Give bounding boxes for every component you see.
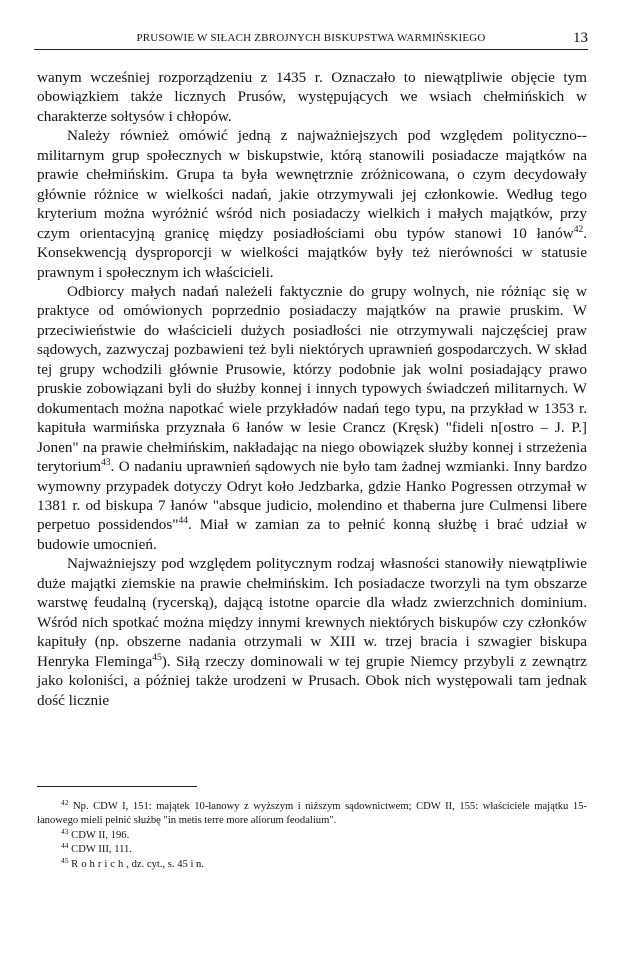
text-span: . O nadaniu uprawnień sądowych nie było tam żadnej wzmianki. Inny bardzo wymowny przypadek dotyczy Odryt koło Jedzbarka, gdzie Hanko Pogressen otrzymał w 1381 r. od biskupa 7 łanów "absque judicio, molendino et thaberna jure Culmensi libere perpetuo possidendos" bbox=[37, 458, 587, 534]
footnote-ref: 45 bbox=[152, 652, 162, 663]
footnote bbox=[37, 826, 587, 843]
text-span: Najważniejszy pod względem politycznym rodzaj własności stanowiły niewątpliwie duże majątki ziemskie na prawie chełmińskim. Ich posiadacze tworzyli na tym obszarze warstwę feudalną (rycerską), dającą istotne oparcie dla władz zwierzchnich dominium. Wśród nich spotkać można między innymi krewnych niektórych biskupów czy członków kapituły (np. obszerne nadania otrzymali w XIII w. trzej bracia i szwagier biskupa Henryka Fleminga bbox=[37, 555, 587, 670]
footnote-text: , dz. cyt., s. 45 i n. bbox=[126, 858, 204, 870]
page-number: 13 bbox=[573, 30, 588, 46]
footnote-number: 45 bbox=[61, 855, 69, 865]
text-span: Odbiorcy małych nadań należeli faktycznie do grupy wolnych, nie różniąc się w praktyce od omówionych poprzednio posiadaczy majątków na prawie pruskim. W przeciwieństwie do właścicieli dużych posiadłości nie otrzymywali najczęściej praw sądowych, zazwyczaj pozbawieni też byli niektórych uprawnień gospodarczych. W skład tej grupy wchodzili głównie Prusowie, którzy podobnie jak wolni posiadający prawo pruskie zobowiązani byli do służby konnej i innych typowych świadczeń militarnych. W dokumentach można napotkać wiele przykładów nadań tego typu, na przykład w 1353 r. kapituła warmińska przyznała 6 łanów w lesie Crancz (Kręsk) "fideli n[ostro – J. P.] Jonen" na prawie chełmińskim, nakładając na niego obowiązek służby konnej i strzeżenia terytorium bbox=[37, 282, 587, 476]
page-header bbox=[34, 28, 588, 50]
footnotes bbox=[37, 800, 587, 872]
paragraph bbox=[37, 68, 587, 126]
footnote-text: CDW III, 111. bbox=[68, 844, 132, 856]
text-span: Należy również omówić jedną z najważniejszych pod względem polityczno--militarnym grup społecznych w biskupstwie, którą stanowili posiadacze majątków na prawie chełmińskim. Grupa ta była wewnętrznie zróżnicowana, o czym decydowały głównie różnice w wielkości nadań, jakie otrzymywali jej członkowie. Według tego kryterium można wyróżnić wśród nich posiadaczy wielkich i małych majątków, przy czym orientacyjną granicę między posiadłościami obu typów stanowi 10 łanów bbox=[37, 127, 587, 242]
footnote-rule bbox=[37, 786, 197, 787]
text-span: . Miał w zamian za to pełnić konną służbę i brać udział w budowie umocnień. bbox=[37, 516, 587, 553]
footnote-number: 43 bbox=[61, 826, 69, 836]
text-span: wanym wcześniej rozporządzeniu z 1435 r. Oznaczało to niewątpliwie objęcie tym obowiązkiem także licznych Prusów, występujących we wsiach chełmińskich w charakterze sołtysów i chłopów. bbox=[37, 69, 587, 125]
paragraph bbox=[37, 126, 587, 282]
footnote-number: 44 bbox=[61, 841, 69, 851]
footnote bbox=[37, 800, 587, 829]
footnote-number: 42 bbox=[61, 798, 69, 807]
author-name: Rohrich bbox=[71, 858, 127, 870]
header-rule bbox=[34, 49, 588, 50]
footnote-ref: 44 bbox=[178, 516, 188, 527]
text-span: ). Siłą rzeczy dominowali w tej grupie Niemcy przybyli z zewnątrz jako koloniści, a później także urodzeni w Prusach. Obok nich występowali tam jednak dość licznie bbox=[37, 652, 587, 709]
footnote bbox=[37, 855, 587, 872]
footnote-ref: 43 bbox=[101, 458, 111, 469]
footnote-text: Np. CDW I, 151: majątek 10-łanowy z wyższym i niższym sądownictwem; CDW II, 155: właściciele majątku 15-łanowego mieli pełnić służbę "in metis terre more aliorum feodalium". bbox=[37, 801, 587, 827]
running-title: PRUSOWIE W SIŁACH ZBROJNYCH BISKUPSTWA WARMIŃSKIEGO bbox=[136, 32, 486, 44]
paragraph bbox=[37, 282, 587, 554]
body-text bbox=[37, 68, 587, 710]
footnote bbox=[37, 843, 587, 857]
paragraph bbox=[37, 554, 587, 710]
text-span: . Konsekwencją dysproporcji w wielkości majątków były też nierówności w statusie prawnym i społecznym ich właścicieli. bbox=[37, 224, 587, 281]
footnote-text: CDW II, 196. bbox=[68, 829, 130, 841]
footnote-ref: 42 bbox=[573, 224, 584, 235]
